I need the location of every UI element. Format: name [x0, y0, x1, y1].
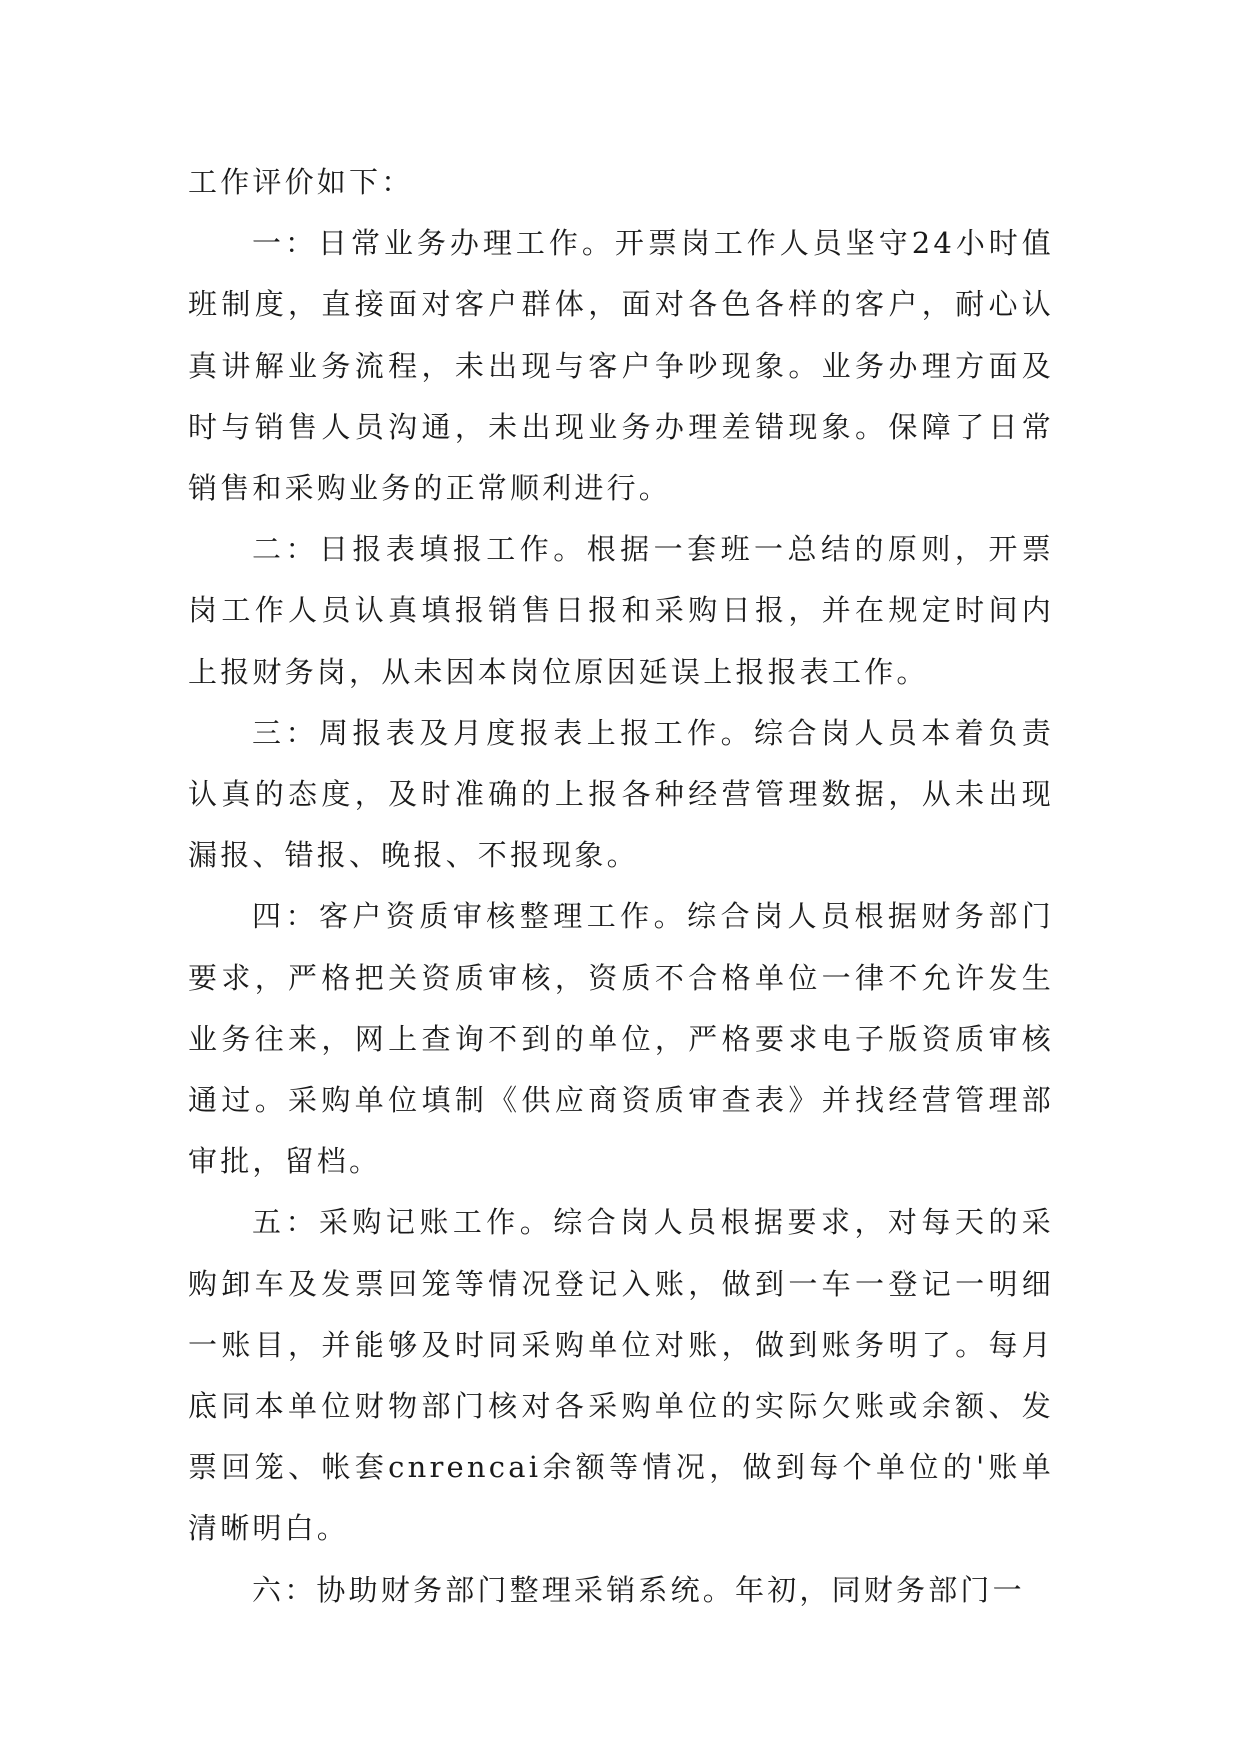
paragraph-customer-qualification: 四：客户资质审核整理工作。综合岗人员根据财务部门要求，严格把关资质审核，资质不合格单位一律不允许发生业务往来，网上查询不到的单位，严格要求电子版资质审核通过。采购单位填制《供应商资质审查表》并找经营管理部审批，留档。: [188, 899, 1054, 1179]
paragraph-assist-finance: 六：协助财务部门整理采销系统。年初，同财务部门一: [252, 1572, 1025, 1607]
paragraph-daily-business: 一：日常业务办理工作。开票岗工作人员坚守24小时值班制度，直接面对客户群体，面对各色各样的客户，耐心认真讲解业务流程，未出现与客户争吵现象。业务办理方面及时与销售人员沟通，未出现业务办理差错现象。保障了日常销售和采购业务的正常顺利进行。: [188, 226, 1054, 506]
document-body: [188, 152, 1054, 1621]
paragraph-weekly-monthly-report: 三：周报表及月度报表上报工作。综合岗人员本着负责认真的态度，及时准确的上报各种经营管理数据，从未出现漏报、错报、晚报、不报现象。: [188, 715, 1054, 873]
intro-line: 工作评价如下：: [188, 165, 414, 199]
paragraph-daily-report: 二：日报表填报工作。根据一套班一总结的原则，开票岗工作人员认真填报销售日报和采购日报，并在规定时间内上报财务岗，从未因本岗位原因延误上报报表工作。: [188, 532, 1054, 689]
paragraph-purchase-accounting: 五：采购记账工作。综合岗人员根据要求，对每天的采购卸车及发票回笼等情况登记入账，做到一车一登记一明细一账目，并能够及时同采购单位对账，做到账务明了。每月底同本单位财物部门核对各采购单位的实际欠账或余额、发票回笼、帐套cnrencai余额等情况，做到每个单位的'账单清晰明白。: [188, 1205, 1054, 1546]
